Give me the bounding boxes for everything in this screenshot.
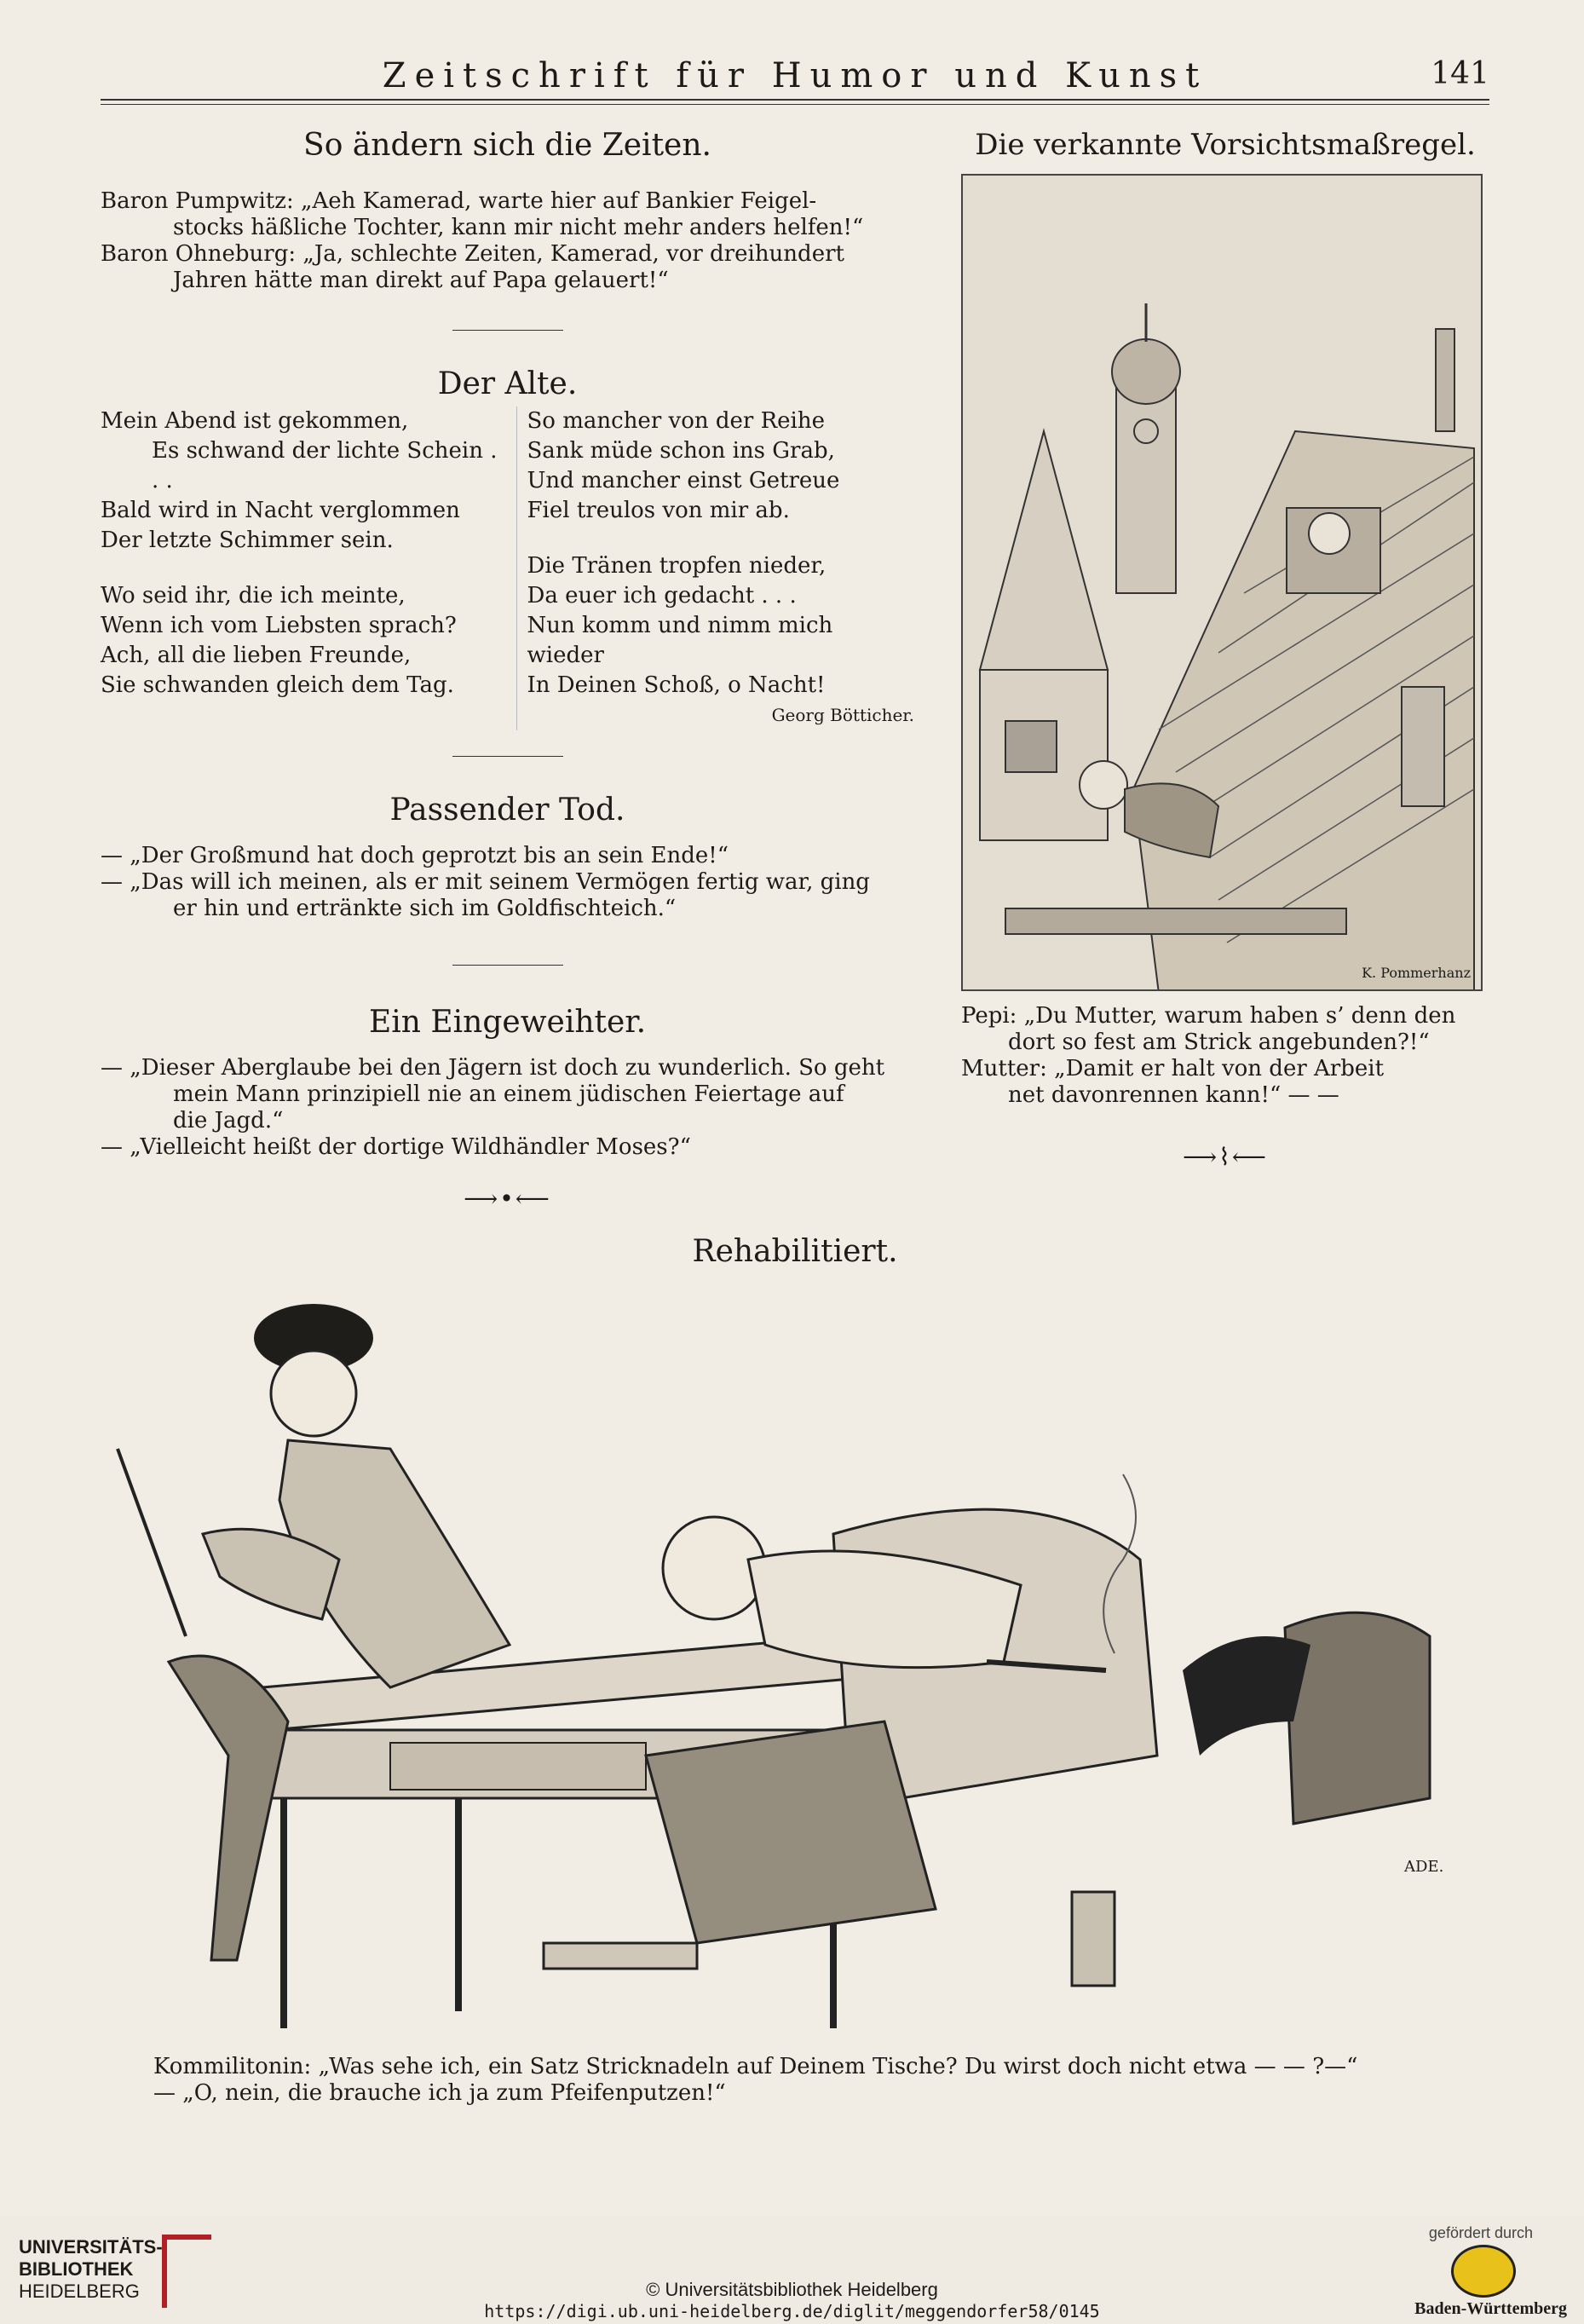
cartoon-caption-rehabilitiert bbox=[153, 2054, 1474, 2107]
page-number: 141 bbox=[1431, 56, 1489, 91]
poem-line: In Deinen Schoß, o Nacht! bbox=[527, 672, 826, 698]
header-rule-thin bbox=[101, 104, 1489, 105]
text-line: — „Vielleicht heißt der dortige Wildhändler Moses?“ bbox=[101, 1134, 691, 1160]
text-line: Jahren hätte man direkt auf Papa gelauert!“ bbox=[173, 268, 669, 293]
poem-title: Der Alte. bbox=[437, 366, 578, 401]
poem-line: Wo seid ihr, die ich meinte, bbox=[101, 583, 406, 608]
story-eingeweihter-text bbox=[101, 1055, 914, 1161]
poem-left-col bbox=[101, 407, 499, 730]
poem-line: Wenn ich vom Liebsten sprach? bbox=[101, 613, 457, 638]
text-line: er hin und ertränkte sich im Goldfischteich.“ bbox=[173, 896, 677, 921]
caption-line: net davonrennen kann!“ — — bbox=[1008, 1082, 1339, 1108]
text-line: Baron Ohneburg: „Ja, schlechte Zeiten, Kamerad, vor dreihundert bbox=[101, 241, 844, 267]
source-url[interactable]: https://digi.ub.uni-heidelberg.de/diglit/meggendorfer58/0145 bbox=[484, 2301, 1100, 2321]
text-line: die Jagd.“ bbox=[173, 1108, 284, 1133]
cartoon-title-vorsicht: Die verkannte Vorsichtsmaßregel. bbox=[975, 128, 1476, 162]
caption-line: Pepi: „Du Mutter, warum haben s’ denn den bbox=[961, 1003, 1456, 1029]
illustrator-signature-ade: ADE. bbox=[1404, 1858, 1444, 1876]
footer bbox=[0, 2216, 1584, 2324]
funded-by-label: gefördert durch bbox=[1428, 2224, 1533, 2241]
caption-line: dort so fest am Strick angebunden?!“ bbox=[1008, 1029, 1430, 1055]
story-title-eingeweihter: Ein Eingeweihter. bbox=[368, 1005, 647, 1040]
right-column bbox=[961, 128, 1489, 1171]
story-tod-text bbox=[101, 843, 914, 922]
story-title-tod: Passender Tod. bbox=[389, 793, 625, 828]
separator bbox=[452, 756, 563, 757]
text-line: — „Der Großmund hat doch geprotzt bis an sein Ende!“ bbox=[101, 843, 729, 868]
student-drawing bbox=[101, 1278, 1489, 2045]
page-header bbox=[101, 49, 1489, 101]
poem-line: Der letzte Schimmer sein. bbox=[101, 528, 394, 553]
poem-line: Ach, all die lieben Freunde, bbox=[101, 643, 412, 668]
caption-line: Mutter: „Damit er halt von der Arbeit bbox=[961, 1056, 1385, 1081]
copyright-text: © Universitätsbibliothek Heidelberg bbox=[646, 2279, 938, 2300]
separator bbox=[452, 965, 563, 966]
stanza bbox=[101, 581, 499, 701]
text-line: — „Dieser Aberglaube bei den Jägern ist doch zu wunderlich. So geht bbox=[101, 1055, 885, 1081]
text-line: Baron Pumpwitz: „Aeh Kamerad, warte hier auf Bankier Feigel- bbox=[101, 188, 817, 214]
poem-line: Und mancher einst Getreue bbox=[527, 468, 840, 493]
stanza bbox=[527, 551, 915, 701]
illustrator-signature: K. Pommerhanz bbox=[1362, 965, 1471, 981]
poem-line: Da euer ich gedacht . . . bbox=[527, 583, 797, 608]
poem-line: Die Tränen tropfen nieder, bbox=[527, 553, 827, 579]
cartoon-caption-vorsicht bbox=[961, 1003, 1489, 1109]
header-title: Zeitschrift für Humor und Kunst bbox=[382, 56, 1208, 95]
library-line: BIBLIOTHEK bbox=[19, 2258, 134, 2280]
text-line: — „Das will ich meinen, als er mit seinem Vermögen fertig war, ging bbox=[101, 869, 870, 895]
poem-author: Georg Bötticher. bbox=[771, 705, 914, 725]
roof-drawing bbox=[963, 176, 1481, 989]
state-name: Baden-Württemberg bbox=[1414, 2299, 1567, 2318]
poem-line: Fiel treulos von mir ab. bbox=[527, 498, 790, 523]
cartoon-title-rehabilitiert: Rehabilitiert. bbox=[692, 1234, 898, 1269]
separator bbox=[452, 330, 563, 331]
text-line: stocks häßliche Tochter, kann mir nicht mehr anders helfen!“ bbox=[173, 215, 864, 240]
header-rule bbox=[101, 99, 1489, 101]
caption-line: Kommilitonin: „Was sehe ich, ein Satz Stricknadeln auf Deinem Tische? Du wirst doch nicht etwa — — ?—“ bbox=[153, 2054, 1358, 2079]
story-title-zeiten: So ändern sich die Zeiten. bbox=[303, 128, 711, 163]
poem-right-col bbox=[516, 407, 915, 730]
poem-line: Nun komm und nimm mich wieder bbox=[527, 613, 833, 668]
stanza bbox=[101, 407, 499, 556]
poem-line: Sank müde schon ins Grab, bbox=[527, 438, 835, 464]
poem-line: Bald wird in Nacht verglommen bbox=[101, 498, 460, 523]
caption-line: — „O, nein, die brauche ich ja zum Pfeifenputzen!“ bbox=[153, 2080, 726, 2106]
ornament-divider: ⟶•⟵ bbox=[464, 1185, 551, 1213]
library-line: HEIDELBERG bbox=[19, 2281, 140, 2302]
poem-line: Mein Abend ist gekommen, bbox=[101, 408, 409, 434]
student-illustration bbox=[101, 1278, 1489, 2045]
ornament-divider: ⟶⌇⟵ bbox=[1183, 1143, 1268, 1171]
poem-body bbox=[101, 407, 914, 730]
poem-line: So mancher von der Reihe bbox=[527, 408, 826, 434]
story-zeiten-text bbox=[101, 188, 914, 294]
text-line: mein Mann prinzipiell nie an einem jüdischen Feiertage auf bbox=[173, 1081, 844, 1107]
library-line: UNIVERSITÄTS- bbox=[19, 2236, 163, 2258]
poem-line: Es schwand der lichte Schein . . . bbox=[152, 438, 498, 493]
state-coat-of-arms-icon bbox=[1451, 2245, 1516, 2298]
left-column bbox=[101, 128, 914, 1213]
stanza bbox=[527, 407, 915, 526]
roof-illustration bbox=[961, 174, 1483, 991]
poem-line: Sie schwanden gleich dem Tag. bbox=[101, 672, 454, 698]
